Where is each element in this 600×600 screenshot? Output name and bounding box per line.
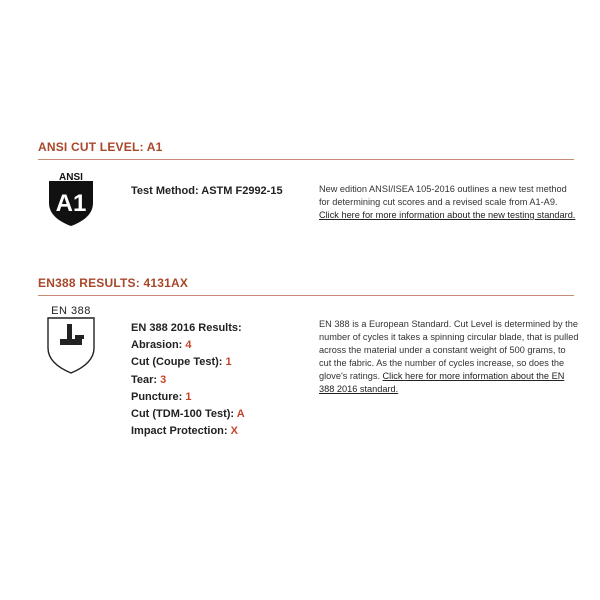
result-value: 1 [225, 356, 232, 369]
en388-description [319, 318, 579, 396]
en388-section-title: EN388 RESULTS: 4131AX [38, 276, 189, 290]
ansi-badge-level: A1 [55, 190, 87, 217]
ansi-more-info-link[interactable]: Click here for more information about the new testing standard. [319, 210, 576, 220]
result-puncture: Puncture: 1 [131, 390, 192, 403]
ansi-description [319, 183, 579, 222]
result-value: 4 [185, 339, 192, 352]
ansi-badge-top: ANSI [59, 172, 83, 183]
en388-description-text: EN 388 is a European Standard. Cut Level is determined by the number of cycles it takes a spinning circular blade, that is pulled across the material under a constant weight of 500 grams, to cut the fabric. As the number of cycles increase, so does the glove's ratings. [319, 319, 579, 381]
result-value: 3 [160, 373, 167, 386]
ansi-section-title: ANSI CUT LEVEL: A1 [38, 140, 163, 154]
result-tear: Tear: 3 [131, 373, 167, 386]
result-cut-tdm: Cut (TDM-100 Test): A [131, 408, 245, 421]
result-impact: Impact Protection: X [131, 425, 238, 438]
result-value: 1 [185, 390, 192, 403]
ansi-description-text: New edition ANSI/ISEA 105-2016 outlines a new test method for determining cut scores and a revised scale from A1-A9. [319, 184, 567, 207]
en388-badge-label: EN 388 [51, 305, 91, 317]
ansi-shield-icon [46, 171, 96, 227]
en388-shield-icon [42, 303, 100, 375]
en388-results [131, 320, 245, 440]
result-cut-coupe: Cut (Coupe Test): 1 [131, 356, 232, 369]
ansi-test-method: Test Method: ASTM F2992-15 [131, 185, 283, 197]
ansi-divider [38, 159, 574, 160]
result-value: X [230, 425, 238, 438]
en388-divider [38, 295, 574, 296]
en388-results-heading: EN 388 2016 Results: [131, 322, 242, 334]
result-value: A [236, 408, 245, 421]
result-abrasion: Abrasion: 4 [131, 339, 192, 352]
en388-more-info-link[interactable]: Click here for more information about the EN 388 2016 standard. [319, 371, 565, 394]
